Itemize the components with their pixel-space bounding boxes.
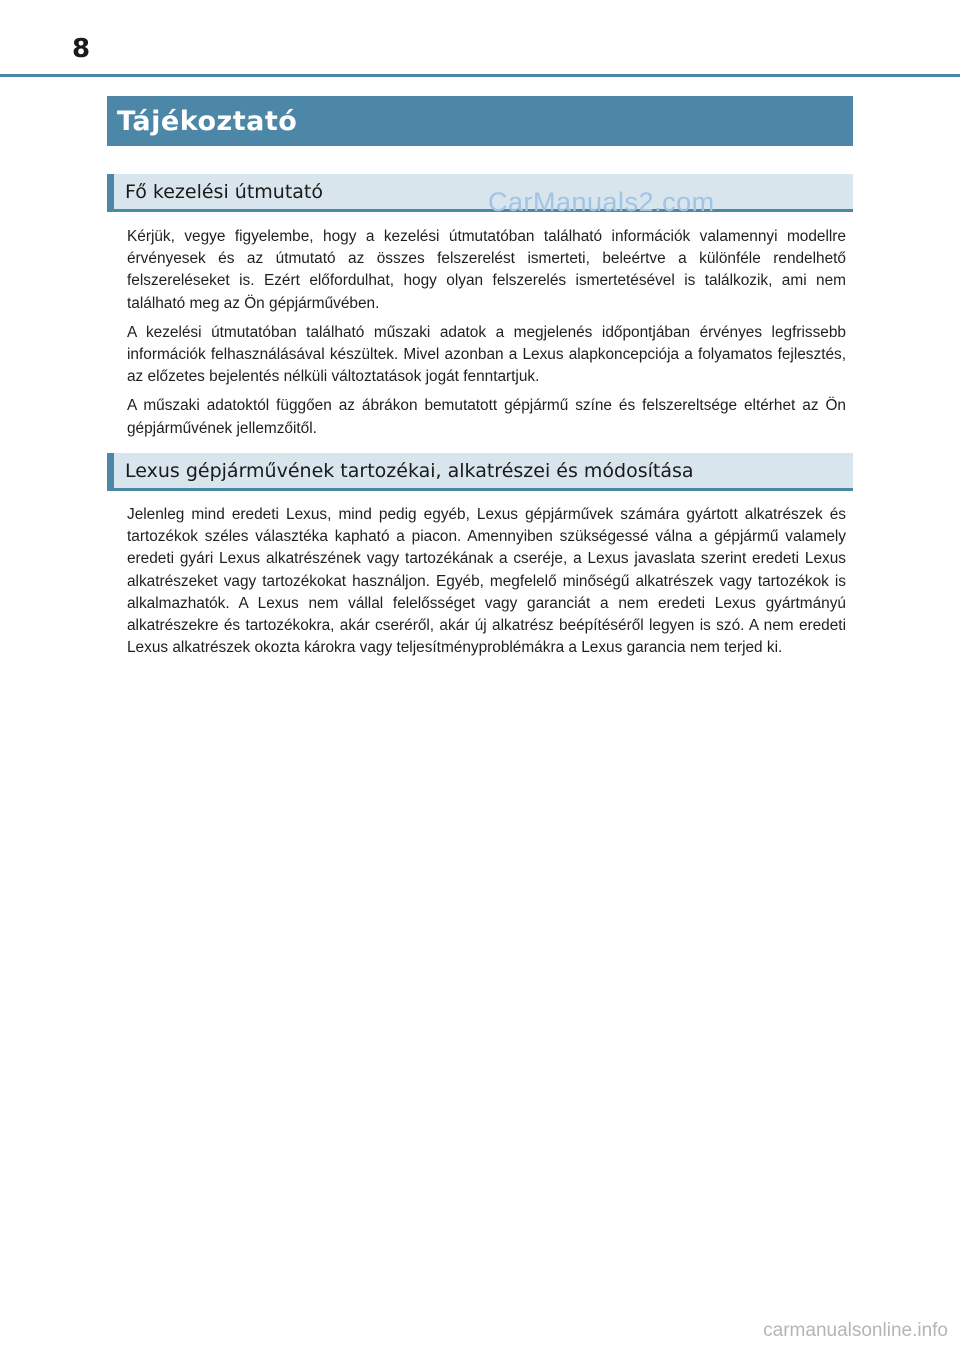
page-number: 8 — [72, 34, 91, 64]
paragraph: Jelenleg mind eredeti Lexus, mind pedig egyéb, Lexus gépjárművek számára gyártott alkatrészek és tartozékok széles választéka kapható a piacon. Amennyiben szükségessé válna a gépjármű valamely eredeti gyári Lexus alkatrészének vagy tartozékának a cseréje, a Lexus javaslata szerint eredeti Lexus alkatrészeket vagy tartozékokat használjon. Egyéb, megfelelő minőségű alkatrészek vagy tartozékok is alkalmazhatók. A Lexus nem vállal felelősséget vagy garanciát a nem eredeti Lexus gyártmányú alkatrészekre és tartozékokra, akár cseréről, akár új alkatrész beépítéséről legyen is szó. A nem eredeti Lexus alkatrészek okozta károkra vagy teljesítményproblémákra a Lexus garancia nem terjed ki. — [127, 506, 846, 657]
section-accent — [107, 453, 114, 488]
section-heading: Fő kezelési útmutató — [125, 180, 323, 203]
page-title: Tájékoztató — [117, 105, 298, 137]
page-title-bar — [107, 96, 853, 146]
paragraph: Kérjük, vegye figyelembe, hogy a kezelési útmutatóban található információk valamennyi modellre érvényesek és az útmutató az összes felszerelést ismerteti, beleértve a különféle rendelhető felszereléseket is. Ezért előfordulhat, hogy olyan felszerelés ismertetésével is találkozik, ami nem található meg az Ön gépjárművében. — [127, 228, 846, 312]
section-body-main-guide — [127, 226, 846, 447]
section-heading: Lexus gépjárművének tartozékai, alkatrészei és módosítása — [125, 459, 694, 482]
top-rule — [0, 74, 960, 77]
section-header-accessories — [107, 453, 853, 491]
paragraph: A kezelési útmutatóban található műszaki adatok a megjelenés időpontjában érvényes legfrissebb információk felhasználásával készültek. Mivel azonban a Lexus alapkoncepciója a folyamatos fejlesztés, az előzetes bejelentés nélküli változtatások jogát fenntartjuk. — [127, 323, 846, 386]
watermark-top: CarManuals2.com — [488, 187, 715, 217]
section-header-main-guide — [107, 174, 853, 212]
watermark-bottom: carmanualsonline.info — [763, 1320, 948, 1341]
section-body-accessories — [127, 504, 846, 666]
paragraph: A műszaki adatoktól függően az ábrákon bemutatott gépjármű színe és felszereltsége eltérhet az Ön gépjárművének jellemzőitől. — [127, 397, 846, 437]
section-accent — [107, 174, 114, 209]
